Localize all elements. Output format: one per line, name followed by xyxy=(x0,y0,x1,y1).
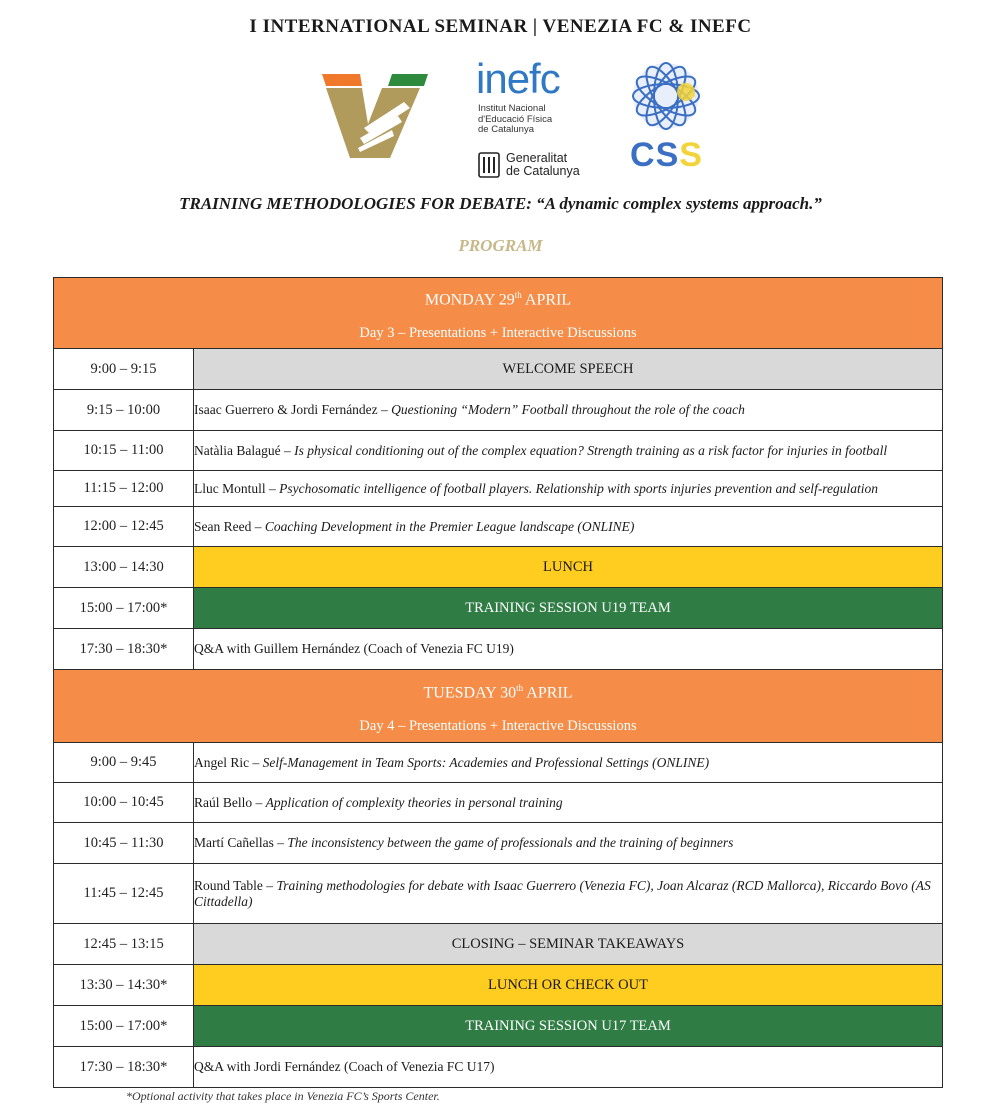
day-title: MONDAY 29th APRIL xyxy=(424,290,572,309)
footnote: *Optional activity that takes place in Venezia FC’s Sports Center. xyxy=(126,1089,440,1103)
time-cell: 11:15 – 12:00 xyxy=(54,471,194,507)
session-title: Self-Management in Team Sports: Academies and Professional Settings (ONLINE) xyxy=(262,754,710,770)
event-lunch-or-checkout: LUNCH OR CHECK OUT xyxy=(194,965,943,1006)
css-sphere-icon xyxy=(630,60,702,132)
speaker: Sean Reed – xyxy=(194,518,265,534)
table-row xyxy=(54,547,943,588)
session-cell xyxy=(194,743,943,783)
session-title: Psychosomatic intelligence of football players. Relationship with sports injuries prevention and self-regulation xyxy=(279,480,879,496)
time-cell: 10:00 – 10:45 xyxy=(54,783,194,823)
table-row xyxy=(54,1047,943,1088)
time-cell: 9:00 – 9:45 xyxy=(54,743,194,783)
time-cell: 15:00 – 17:00* xyxy=(54,588,194,629)
event-welcome-speech: WELCOME SPEECH xyxy=(194,349,943,390)
time-cell: 9:00 – 9:15 xyxy=(54,349,194,390)
event-lunch: LUNCH xyxy=(194,547,943,588)
speaker: Raúl Bello – xyxy=(194,794,266,810)
table-row xyxy=(54,965,943,1006)
time-cell: 17:30 – 18:30* xyxy=(54,1047,194,1088)
speaker: Q&A with Jordi Fernández (Coach of Venezia FC U17) xyxy=(194,1059,495,1074)
event-closing: CLOSING – SEMINAR TAKEAWAYS xyxy=(194,924,943,965)
generalitat-line-2: de Catalunya xyxy=(506,164,580,178)
page-title: I INTERNATIONAL SEMINAR | VENEZIA FC & INEFC xyxy=(249,16,752,37)
generalitat-logo xyxy=(478,151,580,183)
table-row xyxy=(54,783,943,823)
seminar-subtitle: TRAINING METHODOLOGIES FOR DEBATE: “A dynamic complex systems approach.” xyxy=(179,194,822,213)
session-title: The inconsistency between the game of professionals and the training of beginners xyxy=(287,835,734,850)
day-subtitle: Day 4 – Presentations + Interactive Discussions xyxy=(359,717,637,734)
time-cell: 12:00 – 12:45 xyxy=(54,507,194,547)
time-cell: 12:45 – 13:15 xyxy=(54,924,194,965)
speaker: Martí Cañellas – xyxy=(194,835,288,850)
css-wordmark: CSS xyxy=(630,136,703,174)
session-cell xyxy=(194,431,943,471)
table-row xyxy=(54,471,943,507)
time-cell: 10:15 – 11:00 xyxy=(54,431,194,471)
session-title: Is physical conditioning out of the complex equation? Strength training as a risk factor for injuries in football xyxy=(294,442,888,458)
event-training-session-u17: TRAINING SESSION U17 TEAM xyxy=(194,1006,943,1047)
table-row xyxy=(54,507,943,547)
session-title: Training methodologies for debate with Isaac Guerrero (Venezia FC), Joan Alcaraz (RCD Mallorca), Riccardo Bovo (AS Cittadella) xyxy=(194,877,931,909)
event-training-session-u19: TRAINING SESSION U19 TEAM xyxy=(194,588,943,629)
table-row xyxy=(54,349,943,390)
inefc-line-1: Institut Nacional xyxy=(478,103,546,114)
speaker: Angel Ric – xyxy=(194,754,263,770)
table-row xyxy=(54,1006,943,1047)
speaker: Q&A with Guillem Hernández (Coach of Venezia FC U19) xyxy=(194,641,514,656)
session-title: Coaching Development in the Premier League landscape (ONLINE) xyxy=(264,518,635,534)
inefc-wordmark: inefc xyxy=(476,55,560,102)
schedule-table xyxy=(53,277,943,1088)
time-cell: 17:30 – 18:30* xyxy=(54,629,194,670)
generalitat-text xyxy=(506,152,616,178)
time-cell: 9:15 – 10:00 xyxy=(54,390,194,431)
time-cell: 13:30 – 14:30* xyxy=(54,965,194,1006)
speaker: Round Table – xyxy=(194,877,277,893)
program-label: PROGRAM xyxy=(458,236,543,255)
session-cell xyxy=(194,471,943,507)
session-cell xyxy=(194,507,943,547)
table-row xyxy=(54,924,943,965)
time-cell: 11:45 – 12:45 xyxy=(54,864,194,924)
inefc-logo xyxy=(476,55,596,136)
session-cell xyxy=(194,1047,943,1088)
speaker: Natàlia Balagué – xyxy=(194,442,295,458)
session-cell xyxy=(194,783,943,823)
day-title: TUESDAY 30th APRIL xyxy=(423,683,573,702)
session-cell xyxy=(194,629,943,670)
session-title: Application of complexity theories in personal training xyxy=(265,794,563,810)
table-row xyxy=(54,390,943,431)
session-cell xyxy=(194,864,943,924)
session-title: Questioning “Modern” Football throughout the role of the coach xyxy=(391,402,745,417)
time-cell: 10:45 – 11:30 xyxy=(54,823,194,864)
logo-bar xyxy=(0,56,1001,181)
table-row xyxy=(54,588,943,629)
venezia-fc-logo xyxy=(320,72,430,162)
session-cell xyxy=(194,823,943,864)
table-row xyxy=(54,743,943,783)
speaker: Lluc Montull – xyxy=(194,480,280,496)
generalitat-line-1: Generalitat xyxy=(506,151,568,165)
table-row xyxy=(54,431,943,471)
table-row xyxy=(54,823,943,864)
generalitat-emblem-icon xyxy=(478,152,500,178)
time-cell: 13:00 – 14:30 xyxy=(54,547,194,588)
day-subtitle: Day 3 – Presentations + Interactive Discussions xyxy=(359,324,637,341)
inefc-subtitle xyxy=(478,104,596,136)
session-cell xyxy=(194,390,943,431)
time-cell: 15:00 – 17:00* xyxy=(54,1006,194,1047)
day-header-tuesday xyxy=(54,670,943,743)
day-header-monday xyxy=(54,278,943,349)
table-row xyxy=(54,864,943,924)
inefc-line-2: d'Educació Física xyxy=(478,113,553,125)
speaker: Isaac Guerrero & Jordi Fernández – xyxy=(194,402,392,417)
inefc-line-3: de Catalunya xyxy=(478,124,534,135)
table-row xyxy=(54,629,943,670)
